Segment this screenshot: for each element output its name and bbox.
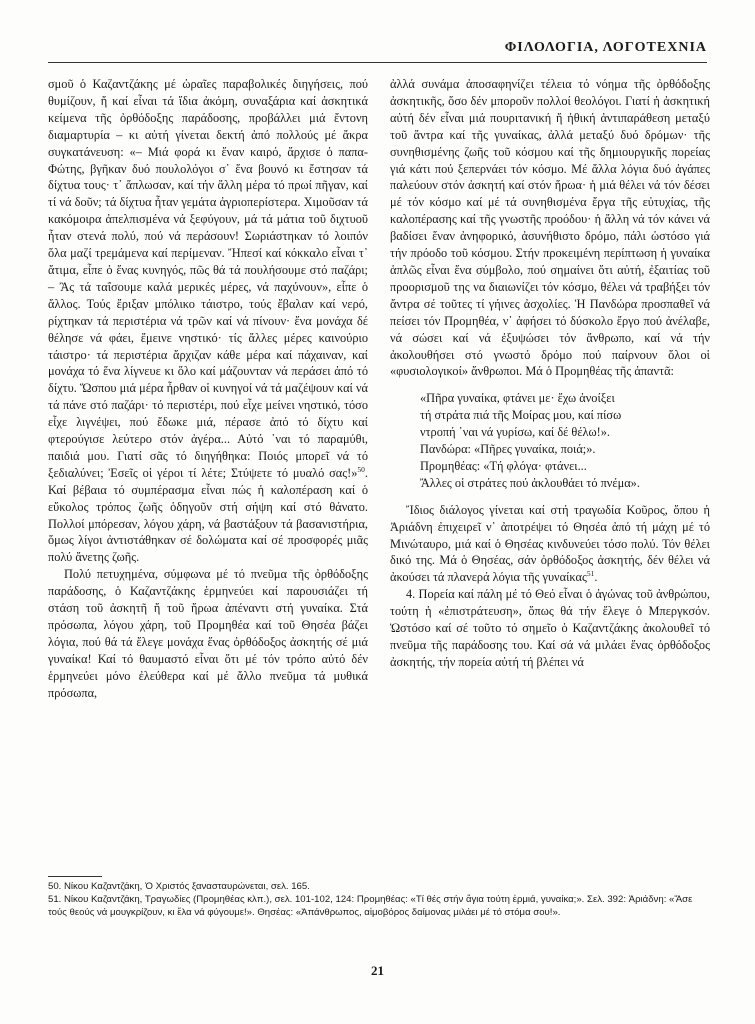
- footnote-ref-51[interactable]: 51: [586, 569, 595, 579]
- verse-line: Προμηθέας: «Τή φλόγα· φτάνει...: [420, 458, 587, 473]
- right-paragraph-2-tail: .: [594, 570, 598, 585]
- left-paragraph-1-tail: . Καί βέβαια τό συμπέρασμα εἶναι πώς ἡ καλοπέραση καί ὁ εὔκολος τρόπος ζωῆς ὁδηγοῦν στή σήψη καί στό θάνατο. Πολλοί μπόρεσαν, λόγου χάρη, νά βαστάξουν τά βασανιστήρια, ὅμως λίγοι ἀντιστάθηκαν σέ δολώματα καί σέ προσφορές μιᾶς πολύ ἄνετης ζωῆς.: [48, 465, 368, 565]
- left-paragraph-2: Πολύ πετυχημένα, σύμφωνα μέ τό πνεῦμα τῆς ὀρθόδοξης παράδοσης, ὁ Καζαντζάκης ἑρμηνεύει καί παρουσιάζει τή στάση τοῦ ἀσκητῆ ἤ τοῦ ἥρωα ἀπέναντι στή γυναίκα. Στά πρόσωπα, λόγου χάρη, τοῦ Προμηθέα καί τοῦ Θησέα βάζει λόγια, πού θά τά ἔλεγε μονάχα ἕνας ὀρθόδοξος ἀσκητής σέ μιά γυναίκα! Καί τό θαυμαστό εἶναι ὅτι μέ τόν τρόπο αὐτό δέν ἑρμηνεύει μόνο ἐλεύθερα καί μέ ἄλλο πνεῦμα τά μυθικά πρόσωπα,: [48, 567, 368, 700]
- running-header: ΦΙΛΟΛΟΓΙΑ, ΛΟΓΟΤΕΧΝΙΑ: [504, 40, 707, 55]
- right-paragraph-3: 4. Πορεία καί πάλη μέ τό Θεό εἶναι ὁ ἀγώνας τοῦ ἀνθρώπου, τούτη ἡ «ἐπιστράτευση», ὅπως θά τήν ἔλεγε ὁ Μπεργκσόν. Ὡστόσο καί σέ τοῦτο τό σημεῖο ὁ Καζαντζάκης ἀκολουθεῖ τό πνεῦμα τῆς παράδοσης του. Καί σά νά μιλάει ἕνας ὀρθόδοξος ἀσκητής, τήν πορεία αὐτή τή βλέπει νά: [390, 587, 710, 669]
- right-paragraph-1: ἀλλά συνάμα ἀποσαφηνίζει τέλεια τό νόημα τῆς ὀρθόδοξης ἀσκητικῆς, ὅσο δέν μποροῦν πολλοί θεολόγοι. Γιατί ἡ ἀσκητική αὐτή δέν εἶναι μιά πουριτανική ἤ ἠθική ἀντιπαράθεση μεταξύ τοῦ ἄντρα καί τῆς γυναίκας, ἀλλά μεταξύ δυό δρόμων· τῆς συνηθισμένης ζωῆς τοῦ κόσμου καί τῆς δημιουργικῆς πορείας γιά κάτι πού ξεπερνάει τόν κόσμο. Μέ ἄλλα λόγια δυό ἀγάπες παλεύουν στόν ἀσκητή καί στόν ἥρωα· ἡ μιά θέλει νά τόν δέσει μέ τόν κόσμο καί μέ τά συνηθισμένα ἔργα τῆς εὐτυχίας, τῆς καλοπέρασης καί τῆς γνωστῆς προόδου· ἡ ἄλλη νά τόν κάνει νά βαδίσει ἕναν ἀνηφορικό, ἀσυνήθιστο δρόμο, πάλι ὡστόσο γιά τήν πρόοδο τοῦ κόσμου. Στήν προκειμένη περίπτωση ἡ γυναίκα ἁπλῶς εἶναι ἕνα σύμβολο, πού σημαίνει ὅτι αὐτή, ἐξαιτίας τοῦ προορισμοῦ της να διαιωνίζει τόν κόσμο, θέλει νά τραβήξει τόν ἄντρα σέ τοῦτες τί γήινες ἀσχολίες. Ἡ Πανδώρα προσπαθεῖ νά πείσει τόν Προμηθέα, ν᾽ ἀφήσει τό δύσκολο ἔργο πού ἀνέλαβε, νά σώσει καί νά ἐξυψώσει τόν ἄνθρωπο, καί νά τήν ἀκολουθήσει στό γνωστό δρόμο πού παίρνουν ὅλοι οἱ «φυσιολογικοί» ἄνθρωποι. Μά ὁ Προμηθέας τῆς ἀπαντᾶ:: [390, 77, 710, 379]
- verse-line: τή στράτα πιά τῆς Μοίρας μου, καί πίσω: [420, 408, 622, 423]
- footnote-51: 51. Νίκου Καζαντζάκη, Τραγωδίες (Προμηθέας κλπ.), σελ. 101-102, 124: Προμηθέας: «Τί θές στήν ἄγια τούτη ἐρμιά, γυναίκα;». Σελ. 392: Ἀριάδνη: «Ἄσε τούς θεούς νά μουγκρίζουν, κι ἔλα νά φύγουμε!». Θησέας: «Ἀπάνθρωπος, αἱμοβόρος δαίμονας μιλάει μέ τό στόμα σου!».: [48, 894, 693, 918]
- verse-line: Ἄλλες οἱ στράτες πού ἀκλουθάει τό πνέμα».: [420, 475, 640, 490]
- footnotes: [48, 881, 695, 920]
- verse-line: «Πῆρα γυναίκα, φτάνει με· ἔχω ἀνοίξει: [420, 391, 615, 406]
- verse-line: ντροπή ᾽ναι νά γυρίσω, καί δέ θέλω!».: [420, 425, 610, 440]
- left-paragraph-1: [48, 76, 368, 566]
- right-column: [390, 76, 710, 671]
- verse-line: Πανδώρα: «Πῆρες γυναίκα, ποιά;».: [420, 442, 596, 457]
- left-paragraph-1-text: σμοῦ ὁ Καζαντζάκης μέ ὡραῖες παραβολικές διηγήσεις, πού θυμίζουν, ἤ καί εἶναι τά ἴδια ἀκόμη, συναξάρια καί ἀσκητικά κείμενα τῆς ὀρθόδοξης παράδοσης, προβάλλει μιά ἔντονη διαμαρτυρία – κι αὐτή γίνεται δεκτή ἀπό πολλούς μέ ἄκρα συγκατάνευση: «– Μιά φορά κι ἕναν καιρό, ἄρχισε ὁ παπα-Φώτης, βγῆκαν δυό πουλολόγοι σ᾽ ἕνα βουνό κι ἔστησαν τά δίχτυα τους· τ᾽ ἅπλωσαν, καί τήν ἄλλη μέρα τό πρωί πῆγαν, καί τί νά δοῦν; τά δίχτυα ἦταν γεμάτα ἀγριοπερίστερα. Χιμοῦσαν τά κακόμοιρα ἀπελπισμένα νά ξεφύγουν, μά τά μάτια τοῦ διχτυοῦ ἦταν στενά πολύ, πού νά περάσουν! Σωριάστηκαν τό λοιπόν ὅλα μαζί τρεμάμενα καί περίμεναν. Ἤπεσί καί κόκκαλο εἶναι τ᾽ ἄτιμα, εἶπε ὁ ἕνας κυνηγός, πῶς θά τά πουλήσουμε στό παζάρι; – Ἂς τά ταΐσουμε καλά μερικές μέρες, νά παχύνουν», εἶπε ὁ ἄλλος. Τούς ἔριξαν μπόλικο τάιστρο, τούς ἔβαλαν καί νερό, ρίχτηκαν τά περιστέρια νά τρῶν καί νά πίνουν· ἕνα μονάχα δέ θέλησε νά φάει, ἔμεινε νηστικό· τίς ἄλλες μέρες καινούριο τάιστρο· τά περιστέρια ἄρχιζαν κάθε μέρα καί πάχαιναν, καί μονάχα τό ἕνα λίγνευε κι ὅλο καί μάζουνταν νά περάσει ἀπό τό δίχτυ. Ὥσπου μιά μέρα ἦρθαν οἱ κυνηγοί νά τά μαζέψουν καί νά τά πάνε στό παζάρι· τό περιστέρι, πού εἶχε μείνει νηστικό, τόσο εἶχε λιγνέψει, πού ἔδωκε μιά, πέρασε ἀπό τό δίχτυ καί φτερούγισε λεύτερο στόν ἀγέρα... Αὐτό ᾽ναι τό παραμύθι, παιδιά μου. Γιατί σᾶς τό διηγήθηκα: Ποιός μπορεῖ νά τό ξεδιαλύνει; Ἐσεῖς οἱ γέροι τί λέτε; Στύψετε τό μυαλό σας!»: [48, 77, 368, 480]
- verse-quote: [420, 390, 710, 491]
- footnote-50: 50. Νίκου Καζαντζάκη, Ὁ Χριστός ξανασταυρώνεται, σελ. 165.: [48, 881, 310, 892]
- right-paragraph-2-text: Ἴδιος διάλογος γίνεται καί στή τραγωδία Κοῦρος, ὅπου ἡ Ἀριάδνη ἐπιχειρεῖ ν᾽ ἀποτρέψει τό Θησέα ἀπό τή μάχη μέ τό Μινώταυρο, μιά καί ὁ Θησέας κινδυνεύει τόσο πολύ. Τόν θέλει δικό της. Μά ὁ Θησέας, σάν ὀρθόδοξος ἀσκητής, δέν θέλει νά ἀκούσει τά πλανερά λόγια τῆς γυναίκας: [390, 502, 710, 585]
- footnote-rule: [48, 876, 102, 877]
- right-paragraph-2: [390, 502, 710, 587]
- footnote-ref-50[interactable]: 50: [357, 464, 365, 474]
- header-rule: [48, 62, 707, 63]
- left-column: [48, 76, 368, 702]
- page-number: 21: [371, 963, 384, 978]
